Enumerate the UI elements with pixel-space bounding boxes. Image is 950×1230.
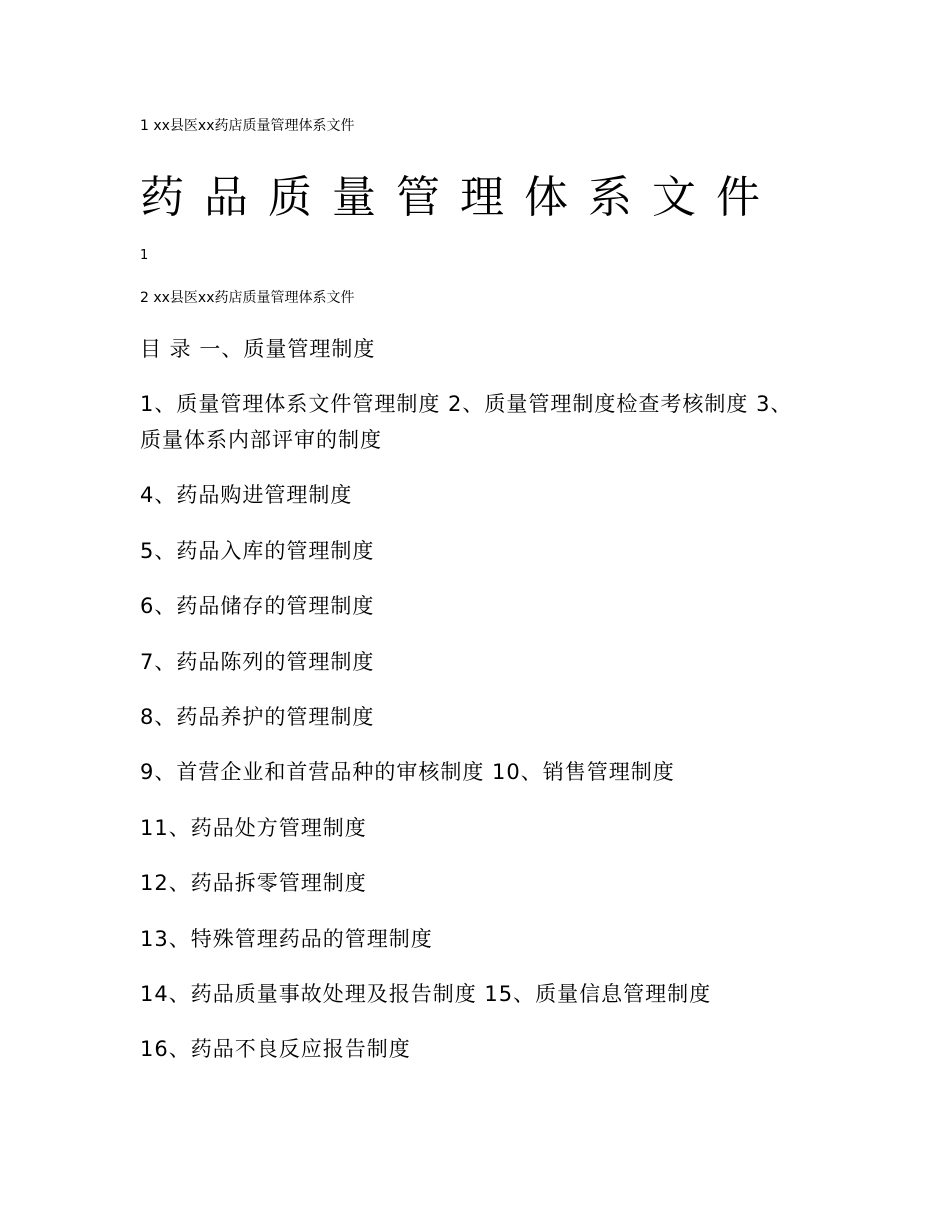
toc-item-6: 6、药品储存的管理制度 xyxy=(140,594,375,618)
toc-item-5: 5、药品入库的管理制度 xyxy=(140,539,375,563)
toc-item-9-10: 9、首营企业和首营品种的审核制度 10、销售管理制度 xyxy=(140,760,675,784)
toc-item-12: 12、药品拆零管理制度 xyxy=(140,871,367,895)
toc-item-13: 13、特殊管理药品的管理制度 xyxy=(140,927,433,951)
document-title: 药品质量管理体系文件 xyxy=(140,172,780,223)
toc-item-11: 11、药品处方管理制度 xyxy=(140,816,367,840)
page-number: 1 xyxy=(140,248,149,263)
toc-item-14-15: 14、药品质量事故处理及报告制度 15、质量信息管理制度 xyxy=(140,982,712,1006)
document-header-1: 1 xx县医xx药店质量管理体系文件 xyxy=(140,118,355,134)
toc-item-1: 1、质量管理体系文件管理制度 2、质量管理制度检查考核制度 3、质量体系内部评审的制度 xyxy=(140,392,793,452)
toc-item-16: 16、药品不良反应报告制度 xyxy=(140,1037,411,1061)
toc-item-7: 7、药品陈列的管理制度 xyxy=(140,650,375,674)
table-of-contents-heading: 目 录 一、质量管理制度 xyxy=(140,337,376,361)
document-header-2: 2 xx县医xx药店质量管理体系文件 xyxy=(140,290,355,306)
toc-item-8: 8、药品养护的管理制度 xyxy=(140,705,375,729)
toc-item-4: 4、药品购进管理制度 xyxy=(140,483,353,507)
